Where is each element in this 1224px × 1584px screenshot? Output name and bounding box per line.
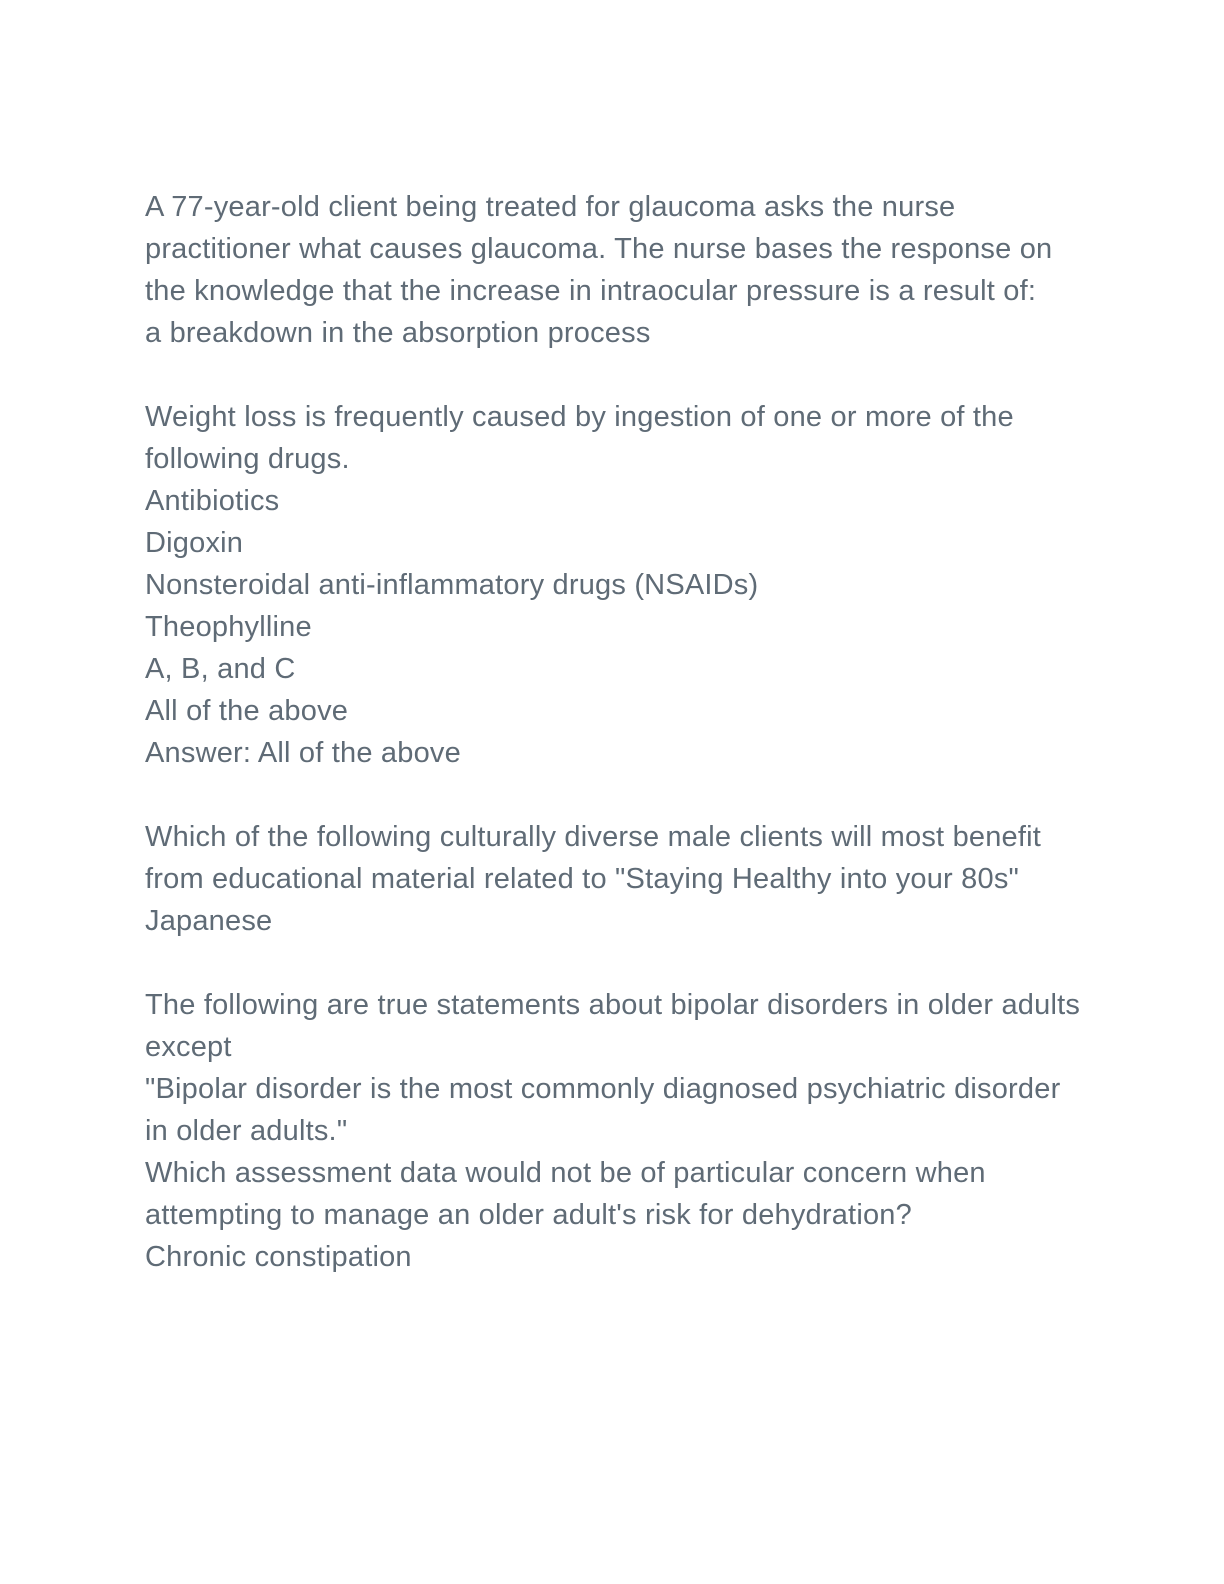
text-line: "Bipolar disorder is the most commonly diagnosed psychiatric disorder in older adults." xyxy=(145,1073,1069,1147)
text-line: a breakdown in the absorption process xyxy=(145,317,651,349)
text-line: The following are true statements about bipolar disorders in older adults except xyxy=(145,989,1089,1063)
paragraph xyxy=(145,396,1085,774)
text-line: A 77-year-old client being treated for glaucoma asks the nurse practitioner what causes glaucoma. The nurse bases the response on the knowledge that the increase in intraocular pressure is a result of: xyxy=(145,191,1061,307)
text-line: All of the above xyxy=(145,695,349,727)
paragraph xyxy=(145,816,1085,942)
text-line: Chronic constipation xyxy=(145,1241,412,1273)
text-line: Antibiotics xyxy=(145,485,280,517)
text-line: Japanese xyxy=(145,905,273,937)
text-line: Which assessment data would not be of particular concern when attempting to manage an older adult's risk for dehydration? xyxy=(145,1157,995,1231)
text-line: Weight loss is frequently caused by ingestion of one or more of the following drugs. xyxy=(145,401,1023,475)
text-line: Which of the following culturally diverse male clients will most benefit from educational material related to "Staying Healthy into your 80s" xyxy=(145,821,1050,895)
text-line: Answer: All of the above xyxy=(145,737,461,769)
paragraph xyxy=(145,186,1085,354)
text-line: Nonsteroidal anti-inflammatory drugs (NSAIDs) xyxy=(145,569,759,601)
text-line: A, B, and C xyxy=(145,653,296,685)
paragraph xyxy=(145,984,1089,1278)
document-body xyxy=(145,186,1089,1278)
text-line: Digoxin xyxy=(145,527,244,559)
text-line: Theophylline xyxy=(145,611,312,643)
